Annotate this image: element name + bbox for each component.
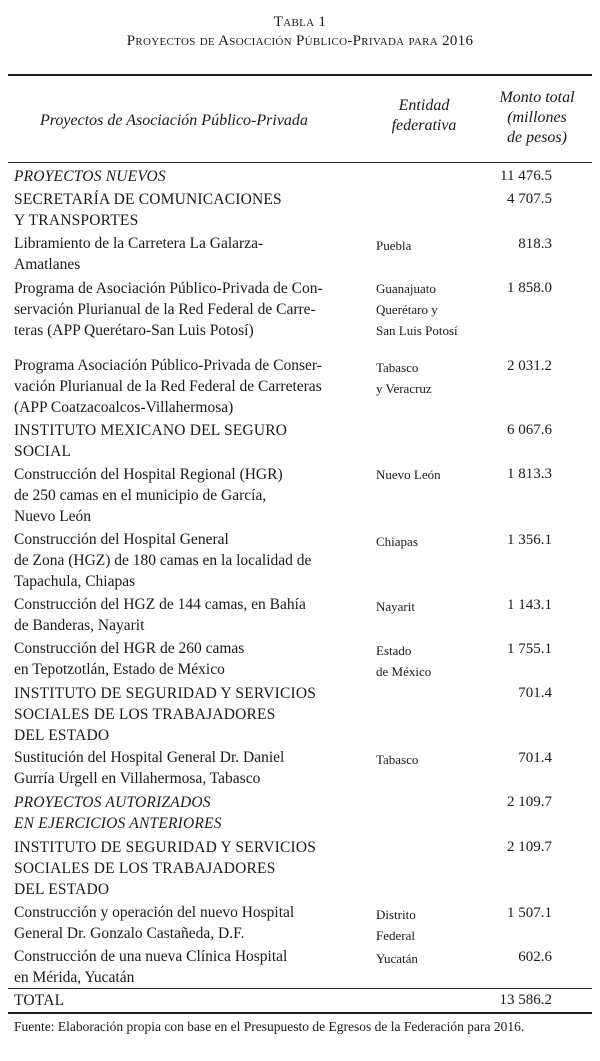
- row-project-line: Construcción y operación del nuevo Hospital: [14, 904, 295, 921]
- total-label: TOTAL: [14, 992, 65, 1009]
- row-amount: 701.4: [518, 685, 552, 701]
- row-entity-line: San Luis Potosí: [376, 323, 458, 338]
- row-project-line: Amatlanes: [14, 256, 81, 273]
- row-entity-line: Yucatán: [376, 951, 418, 966]
- row-project: [14, 464, 374, 527]
- header-entity: [378, 96, 470, 136]
- row-project-line: en Tepotzotlán, Estado de México: [14, 661, 225, 678]
- row-project-line: teras (APP Querétaro-San Luis Potosí): [14, 322, 254, 339]
- row-amount: 701.4: [518, 750, 552, 766]
- row-amount: 2 109.7: [507, 839, 552, 855]
- row-project: [14, 594, 374, 636]
- header-rule: [8, 162, 592, 163]
- table-number: Tabla 1: [273, 14, 327, 30]
- row-project-line: PROYECTOS AUTORIZADOS: [14, 794, 211, 811]
- row-entity-line: Tabasco: [376, 752, 419, 767]
- row-project-line: INSTITUTO DE SEGURIDAD Y SERVICIOS: [14, 685, 317, 702]
- row-amount: 4 707.5: [507, 191, 552, 207]
- row-project-line: Programa de Asociación Público-Privada de Con-: [14, 280, 323, 297]
- row-project-line: Construcción del HGZ de 144 camas, en Bahía: [14, 596, 306, 613]
- row-project-line: INSTITUTO DE SEGURIDAD Y SERVICIOS: [14, 839, 317, 856]
- row-project: [14, 902, 374, 944]
- row-amount: 818.3: [518, 236, 552, 252]
- row-project-line: Gurría Urgell en Villahermosa, Tabasco: [14, 770, 261, 787]
- row-entity-line: Tabasco: [376, 360, 419, 375]
- row-entity: [376, 640, 486, 682]
- row-entity-line: Guanajuato: [376, 281, 436, 296]
- table-header: [0, 88, 600, 158]
- row-entity-line: Chiapas: [376, 534, 418, 549]
- row-project: [14, 837, 374, 900]
- row-project: [14, 747, 374, 789]
- row-entity: [376, 464, 486, 485]
- row-entity: [376, 596, 486, 617]
- row-amount: 1 858.0: [507, 280, 552, 296]
- row-project-line: Y TRANSPORTES: [14, 212, 139, 229]
- row-amount: 1 356.1: [507, 532, 552, 548]
- row-amount: 1 755.1: [507, 641, 552, 657]
- row-entity: [376, 235, 486, 256]
- row-project-line: SECRETARÍA DE COMUNICACIONES: [14, 191, 282, 208]
- row-entity: [376, 531, 486, 552]
- row-project: [14, 166, 374, 187]
- row-project-line: de Banderas, Nayarit: [14, 617, 145, 634]
- row-project: [14, 529, 374, 592]
- row-project-line: Construcción del HGR de 260 camas: [14, 640, 245, 657]
- row-entity-line: Nayarit: [376, 599, 415, 614]
- row-project-line: General Dr. Gonzalo Castañeda, D.F.: [14, 925, 245, 942]
- row-amount: 602.6: [518, 949, 552, 965]
- row-amount: 2 109.7: [507, 794, 552, 810]
- row-entity: [376, 357, 486, 399]
- row-entity-line: Distrito: [376, 907, 416, 922]
- row-project-line: Nuevo León: [14, 508, 92, 525]
- header-amount-line: de pesos): [507, 129, 567, 146]
- row-project-line: PROYECTOS NUEVOS: [14, 168, 166, 185]
- row-entity: [376, 948, 486, 969]
- header-amount: [482, 88, 592, 148]
- row-project-line: en Mérida, Yucatán: [14, 969, 135, 986]
- row-entity-line: Nuevo León: [376, 467, 441, 482]
- row-entity-line: Querétaro y: [376, 302, 438, 317]
- header-project: Proyectos de Asociación Público-Privada: [40, 112, 308, 129]
- row-project: [14, 420, 374, 462]
- table-title: Proyectos de Asociación Público-Privada para 2016: [126, 33, 474, 49]
- row-project-line: INSTITUTO MEXICANO DEL SEGURO: [14, 422, 288, 439]
- row-project-line: SOCIAL: [14, 443, 72, 460]
- row-project: [14, 189, 374, 231]
- source-note: Fuente: Elaboración propia con base en el Presupuesto de Egresos de la Federación para 2016.: [14, 1019, 525, 1034]
- row-project-line: servación Plurianual de la Red Federal de Carre-: [14, 301, 316, 318]
- header-amount-line: (millones: [507, 109, 567, 126]
- row-project-line: DEL ESTADO: [14, 881, 110, 898]
- total-amount: 13 586.2: [499, 992, 552, 1008]
- row-project-line: EN EJERCICIOS ANTERIORES: [14, 815, 222, 832]
- total-rule: [8, 988, 592, 989]
- row-project: [14, 683, 374, 746]
- row-project-line: vación Plurianual de la Red Federal de Carreteras: [14, 378, 322, 395]
- row-project-line: SOCIALES DE LOS TRABAJADORES: [14, 706, 276, 723]
- row-project-line: Libramiento de la Carretera La Galarza-: [14, 235, 264, 252]
- row-project-line: Programa Asociación Público-Privada de Conser-: [14, 357, 322, 374]
- row-entity: [376, 904, 486, 946]
- row-project-line: Construcción de una nueva Clínica Hospital: [14, 948, 288, 965]
- row-entity: [376, 749, 486, 770]
- row-project-line: Construcción del Hospital General: [14, 531, 229, 548]
- row-amount: 1 507.1: [507, 905, 552, 921]
- row-project-line: de Zona (HGZ) de 180 camas en la localidad de: [14, 552, 312, 569]
- row-project: [14, 946, 374, 988]
- row-project-line: (APP Coatzacoalcos-Villahermosa): [14, 399, 234, 416]
- row-project: [14, 278, 374, 341]
- header-amount-line: Monto total: [499, 89, 575, 106]
- row-entity: [376, 278, 486, 341]
- row-project-line: Tapachula, Chiapas: [14, 573, 136, 590]
- row-project: [14, 792, 374, 834]
- bottom-rule: [8, 1012, 592, 1014]
- row-project-line: de 250 camas en el municipio de García,: [14, 487, 267, 504]
- row-entity-line: de México: [376, 664, 432, 679]
- row-project: [14, 638, 374, 680]
- row-amount: 2 031.2: [507, 358, 552, 374]
- row-entity-line: y Veracruz: [376, 381, 432, 396]
- row-project-line: DEL ESTADO: [14, 727, 110, 744]
- row-entity-line: Puebla: [376, 238, 412, 253]
- row-project-line: Sustitución del Hospital General Dr. Daniel: [14, 749, 285, 766]
- row-amount: 6 067.6: [507, 422, 552, 438]
- row-entity-line: Estado: [376, 643, 412, 658]
- header-entity-line: federativa: [391, 117, 457, 134]
- row-project-line: Construcción del Hospital Regional (HGR): [14, 466, 283, 483]
- row-project: [14, 355, 374, 418]
- top-rule: [8, 74, 592, 76]
- row-amount: 1 813.3: [507, 466, 552, 482]
- row-project-line: SOCIALES DE LOS TRABAJADORES: [14, 860, 276, 877]
- row-project: [14, 233, 374, 275]
- row-amount: 1 143.1: [507, 597, 552, 613]
- row-entity-line: Federal: [376, 928, 415, 943]
- header-entity-line: Entidad: [398, 97, 450, 114]
- row-amount: 11 476.5: [500, 168, 552, 184]
